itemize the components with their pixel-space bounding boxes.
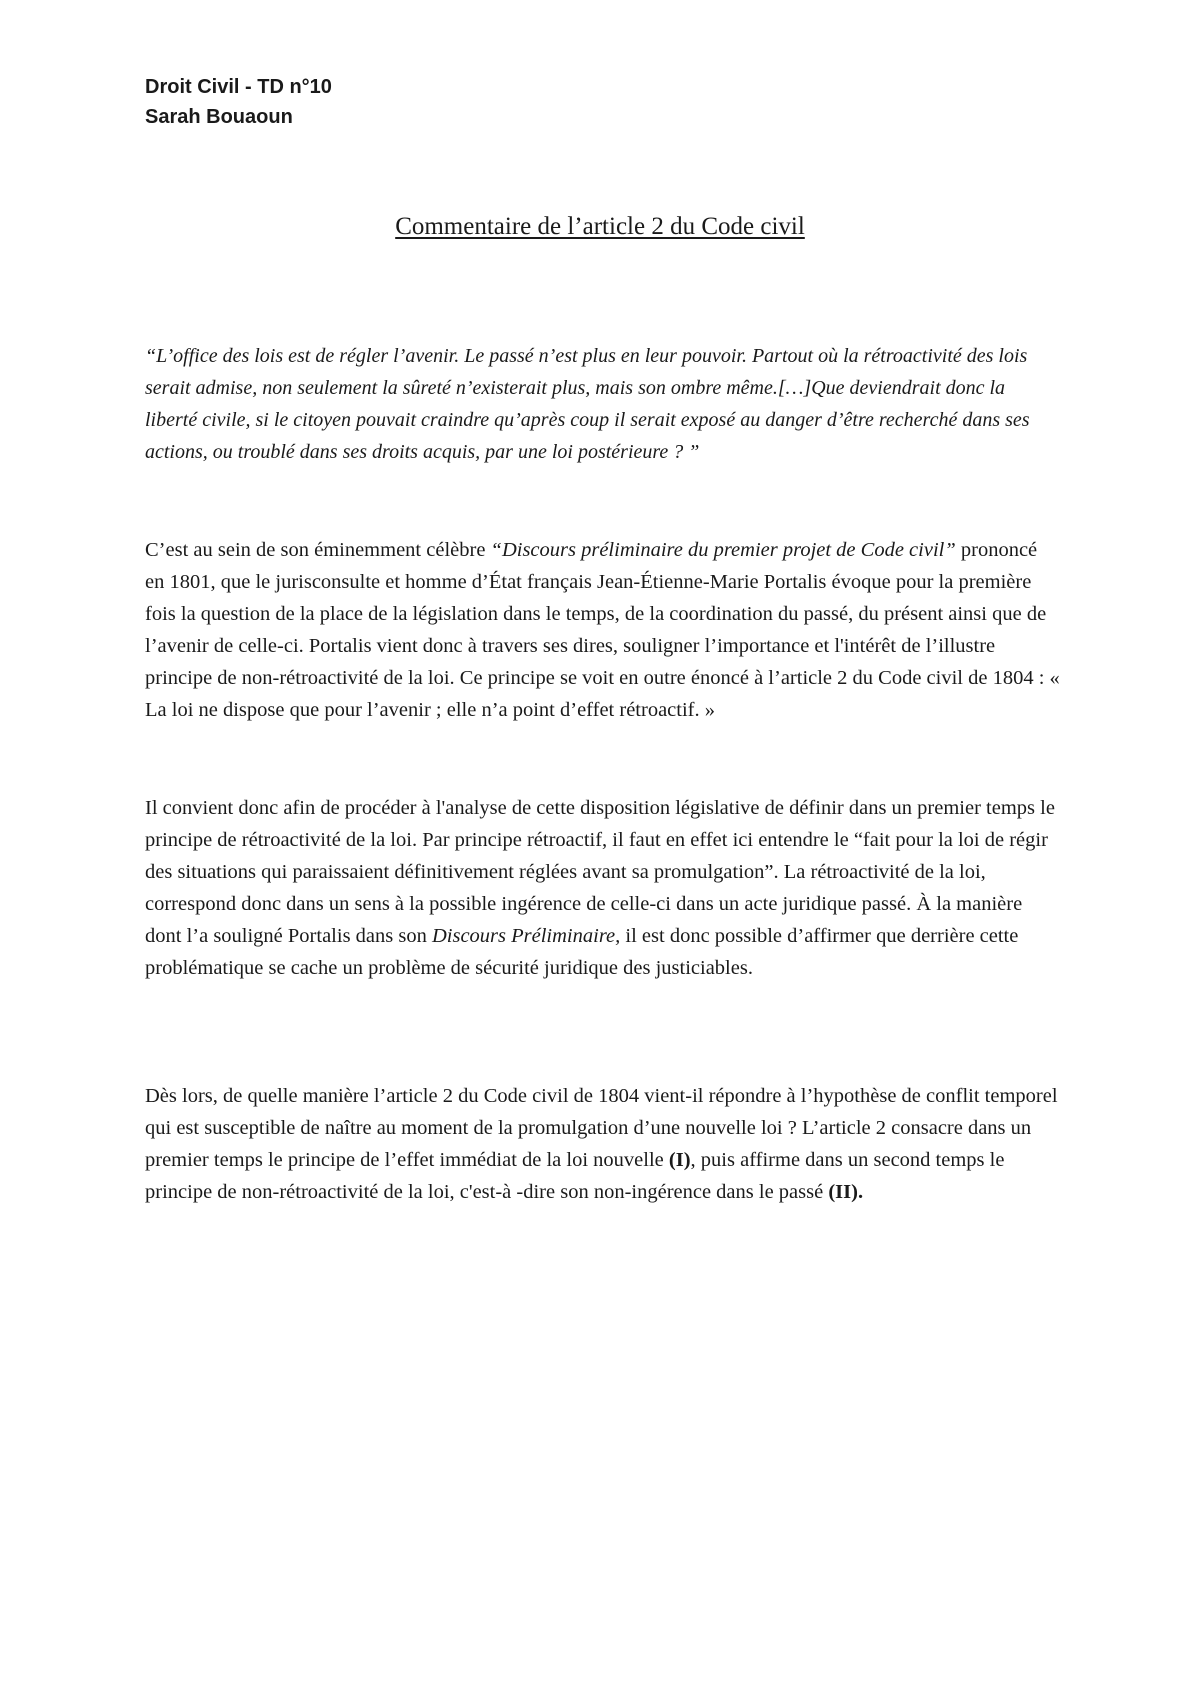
paragraph-text (145, 1080, 1060, 1208)
quote-text: “L’office des lois est de régler l’avenir. Le passé n’est plus en leur pouvoir. Partout où la rétroactivité des lois serait admise, non seulement la sûreté n’existerait plus, mais son ombre même.[…]Que deviendrait donc la liberté civile, si le citoyen pouvait craindre qu’après coup il serait exposé au danger d’être recherché dans ses actions, ou troublé dans ses droits acquis, par une loi postérieure ? ” (145, 345, 1030, 463)
author-name: Sarah Bouaoun (145, 106, 293, 128)
text-segment: C’est au sein de son éminemment célèbre (145, 539, 491, 561)
paragraph-text (145, 792, 1060, 984)
text-segment: Dès lors, de quelle manière l’article 2 du Code civil de 1804 vient-il répondre à l’hypothèse de conflit temporel qui est susceptible de naître au moment de la promulgation d’une nouvelle loi ? L’article 2 consacre dans un premier temps le principe de l’effet immédiat de la loi nouvelle (145, 1085, 1058, 1171)
plan-part-one: (I) (668, 1149, 691, 1171)
plan-part-two: (II). (828, 1181, 864, 1203)
document-title: Commentaire de l’article 2 du Code civil (395, 213, 805, 240)
italic-citation: “Discours préliminaire du premier projet de Code civil” (490, 539, 956, 561)
quote-block (145, 340, 1060, 468)
text-segment: il est donc possible d’affirmer que derrière cette problématique se cache un problème de sécurité juridique des justiciables. (145, 925, 1019, 979)
paragraph-introduction (145, 534, 1060, 726)
paragraph-definition (145, 792, 1060, 984)
course-label: Droit Civil - TD n°10 (145, 76, 332, 98)
paragraph-problematique (145, 1080, 1060, 1208)
text-segment: Il convient donc afin de procéder à l'analyse de cette disposition législative de définir dans un premier temps le principe de rétroactivité de la loi. Par principe rétroactif, il faut en effet ici entendre le “fait pour la loi de régir des situations qui paraissaient définitivement réglées avant sa promulgation”. La rétroactivité de la loi, correspond donc dans un sens à la possible ingérence de celle-ci dans un acte juridique passé. À la manière dont l’a souligné Portalis dans son (145, 797, 1055, 947)
text-segment: prononcé en 1801, que le jurisconsulte et homme d’État français Jean-Étienne-Marie Portalis évoque pour la première fois la question de la place de la législation dans le temps, de la coordination du passé, du présent ainsi que de l’avenir de celle-ci. Portalis vient donc à travers ses dires, souligner l’importance et l'intérêt de l’illustre principe de non-rétroactivité de la loi. Ce principe se voit en outre énoncé à l’article 2 du Code civil de 1804 : « La loi ne dispose que pour l’avenir ; elle n’a point d’effet rétroactif. » (145, 539, 1060, 721)
document-title-wrapper (0, 212, 1200, 242)
document-header (145, 72, 332, 132)
paragraph-text (145, 534, 1060, 726)
text-segment: , puis affirme dans un second temps le principe de non-rétroactivité de la loi, c'est-à -dire son non-ingérence dans le passé (145, 1149, 1005, 1203)
italic-citation: Discours Préliminaire, (431, 925, 621, 947)
